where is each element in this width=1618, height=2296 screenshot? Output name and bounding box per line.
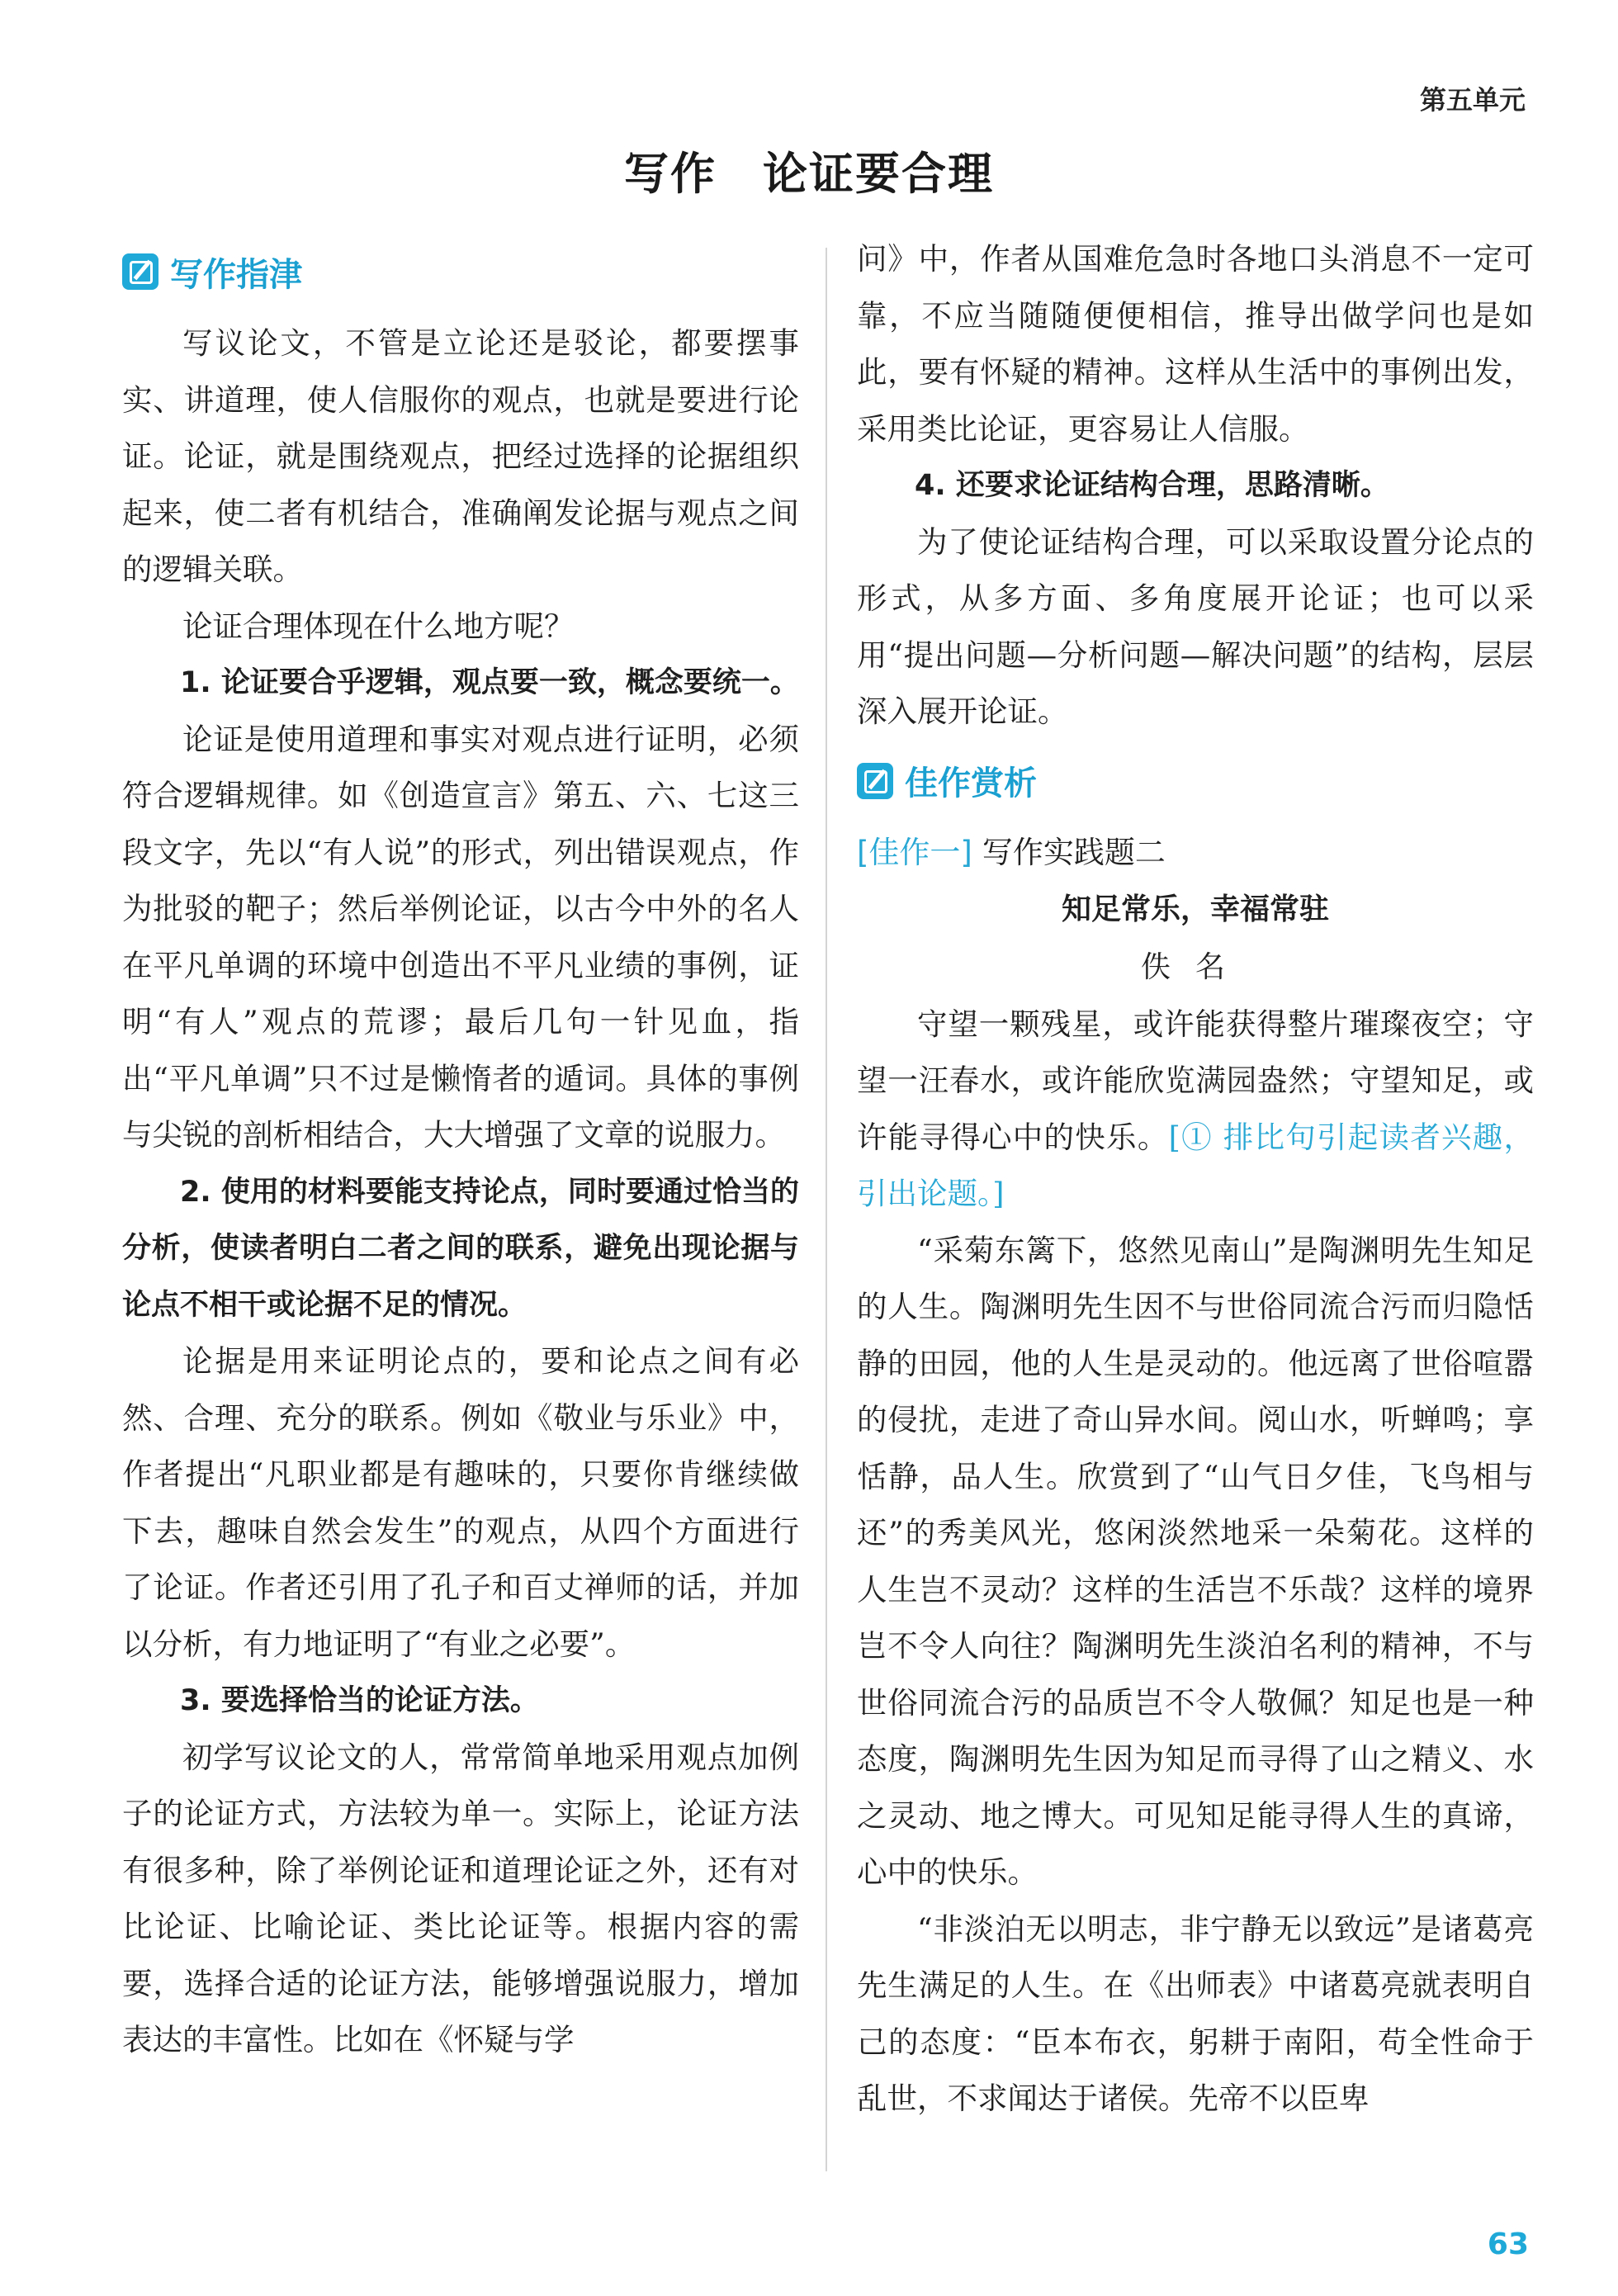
essay-author: 佚名 xyxy=(1140,949,1250,984)
essay-paragraph: “采菊东篱下，悠然见南山”是陶渊明先生知足的人生。陶渊明先生因不与世俗同流合污而归隐恬静的田园，他的人生是灵动的。他远离了世俗喧嚣的侵扰，走进了奇山异水间。阅山水，听蝉鸣；享恬静，品人生。欣赏到了“山气日夕佳，飞鸟相与还”的秀美风光，悠闲淡然地采一朵菊花。这样的人生岂不灵动？这样的生活岂不乐哉？这样的境界岂不令人向往？陶渊明先生淡泊名利的精神，不与世俗同流合污的品质岂不令人敬佩？知足也是一种态度，陶渊明先生因为知足而寻得了山之精义、水之灵动、地之博大。可见知足能寻得人生的真谛，心中的快乐。 xyxy=(857,1232,1534,1890)
paragraph: 初学写议论文的人，常常简单地采用观点加例子的论证方式，方法较为单一。实际上，论证方法有很多种，除了举例论证和道理论证之外，还有对比论证、比喻论证、类比论证等。根据内容的需要，选择合适的论证方法，能够增强说服力，增加表达的丰富性。比如在《怀疑与学 xyxy=(122,1739,799,2057)
section-label: 写作指津 xyxy=(170,255,302,294)
paragraph: 为了使论证结构合理，可以采取设置分论点的形式，从多方面、多角度展开论证；也可以采用“提出问题—分析问题—解决问题”的结构，层层深入展开论证。 xyxy=(857,523,1534,729)
page-number: 63 xyxy=(1487,2227,1529,2261)
unit-label: 第五单元 xyxy=(1419,84,1526,116)
section-label: 佳作赏析 xyxy=(905,765,1037,802)
paragraph: 论证合理体现在什么地方呢？ xyxy=(182,608,575,644)
point-heading: 3. 要选择恰当的论证方法。 xyxy=(180,1684,539,1717)
paragraph: 论证是使用道理和事实对观点进行证明，必须符合逻辑规律。如《创造宣言》第五、六、七这三段文字，先以“有人说”的形式，列出错误观点，作为批驳的靶子；然后举例论证，以古今中外的名人在平凡单调的环境中创造出不平凡业绩的事例，证明“有人”观点的荒谬；最后几句一针见血，指出“平凡单调”只不过是懒惰者的遁词。具体的事例与尖锐的剖析相结合，大大增强了文章的说服力。 xyxy=(122,721,799,1153)
paragraph: 论据是用来证明论点的，要和论点之间有必然、合理、充分的联系。例如《敬业与乐业》中，作者提出“凡职业都是有趣味的，只要你肯继续做下去，趣味自然会发生”的观点，从四个方面进行了论证。作者还引用了孔子和百丈禅师的话，并加以分析，有力地证明了“有业之必要”。 xyxy=(122,1343,799,1662)
paragraph: 问》中，作者从国难危急时各地口头消息不一定可靠，不应当随随便便相信，推导出做学问也是如此，要有怀疑的精神。这样从生活中的事例出发，采用类比论证，更容易让人信服。 xyxy=(857,241,1534,447)
section-heading-guide xyxy=(122,246,799,297)
example-title: 写作实践题二 xyxy=(982,834,1166,870)
right-column xyxy=(857,231,1534,2128)
point-heading: 2. 使用的材料要能支持论点，同时要通过恰当的分析，使读者明白二者之间的联系，避免出现论据与论点不相干或论据不足的情况。 xyxy=(122,1175,799,1322)
example-heading xyxy=(857,825,1534,881)
left-column xyxy=(122,231,799,2069)
essay-title: 知足常乐，幸福常驻 xyxy=(1061,892,1329,926)
annotation-note: [① 排比句引起读者兴趣，引出论题。] xyxy=(857,1119,1535,1211)
point-heading: 4. 还要求论证结构合理，思路清晰。 xyxy=(915,469,1389,502)
section-heading-appreciation xyxy=(857,755,1534,807)
column-divider xyxy=(826,248,827,2171)
essay-paragraph: “非淡泊无以明志，非宁静无以致远”是诸葛亮先生满足的人生。在《出师表》中诸葛亮就表明自己的态度：“臣本布衣，躬耕于南阳，苟全性命于乱世，不求闻达于诸侯。先帝不以臣卑 xyxy=(857,1910,1534,2116)
essay-text: 守望一颗残星，或许能获得整片璀璨夜空；守望一汪春水，或许能欣览满园盎然；守望知足，或许能寻得心中的快乐。 xyxy=(857,1006,1534,1155)
pencil-note-icon xyxy=(857,763,893,799)
pencil-note-icon xyxy=(122,253,158,290)
point-heading: 1. 论证要合乎逻辑，观点要一致，概念要统一。 xyxy=(180,666,799,699)
example-tag: [佳作一] xyxy=(857,834,972,870)
page-title: 写作 论证要合理 xyxy=(624,147,994,200)
paragraph: 写议论文，不管是立论还是驳论，都要摆事实、讲道理，使人信服你的观点，也就是要进行论证。论证，就是围绕观点，把经过选择的论据组织起来，使二者有机结合，准确阐发论据与观点之间的逻辑关联。 xyxy=(122,325,799,587)
essay-paragraph xyxy=(857,997,1534,1223)
